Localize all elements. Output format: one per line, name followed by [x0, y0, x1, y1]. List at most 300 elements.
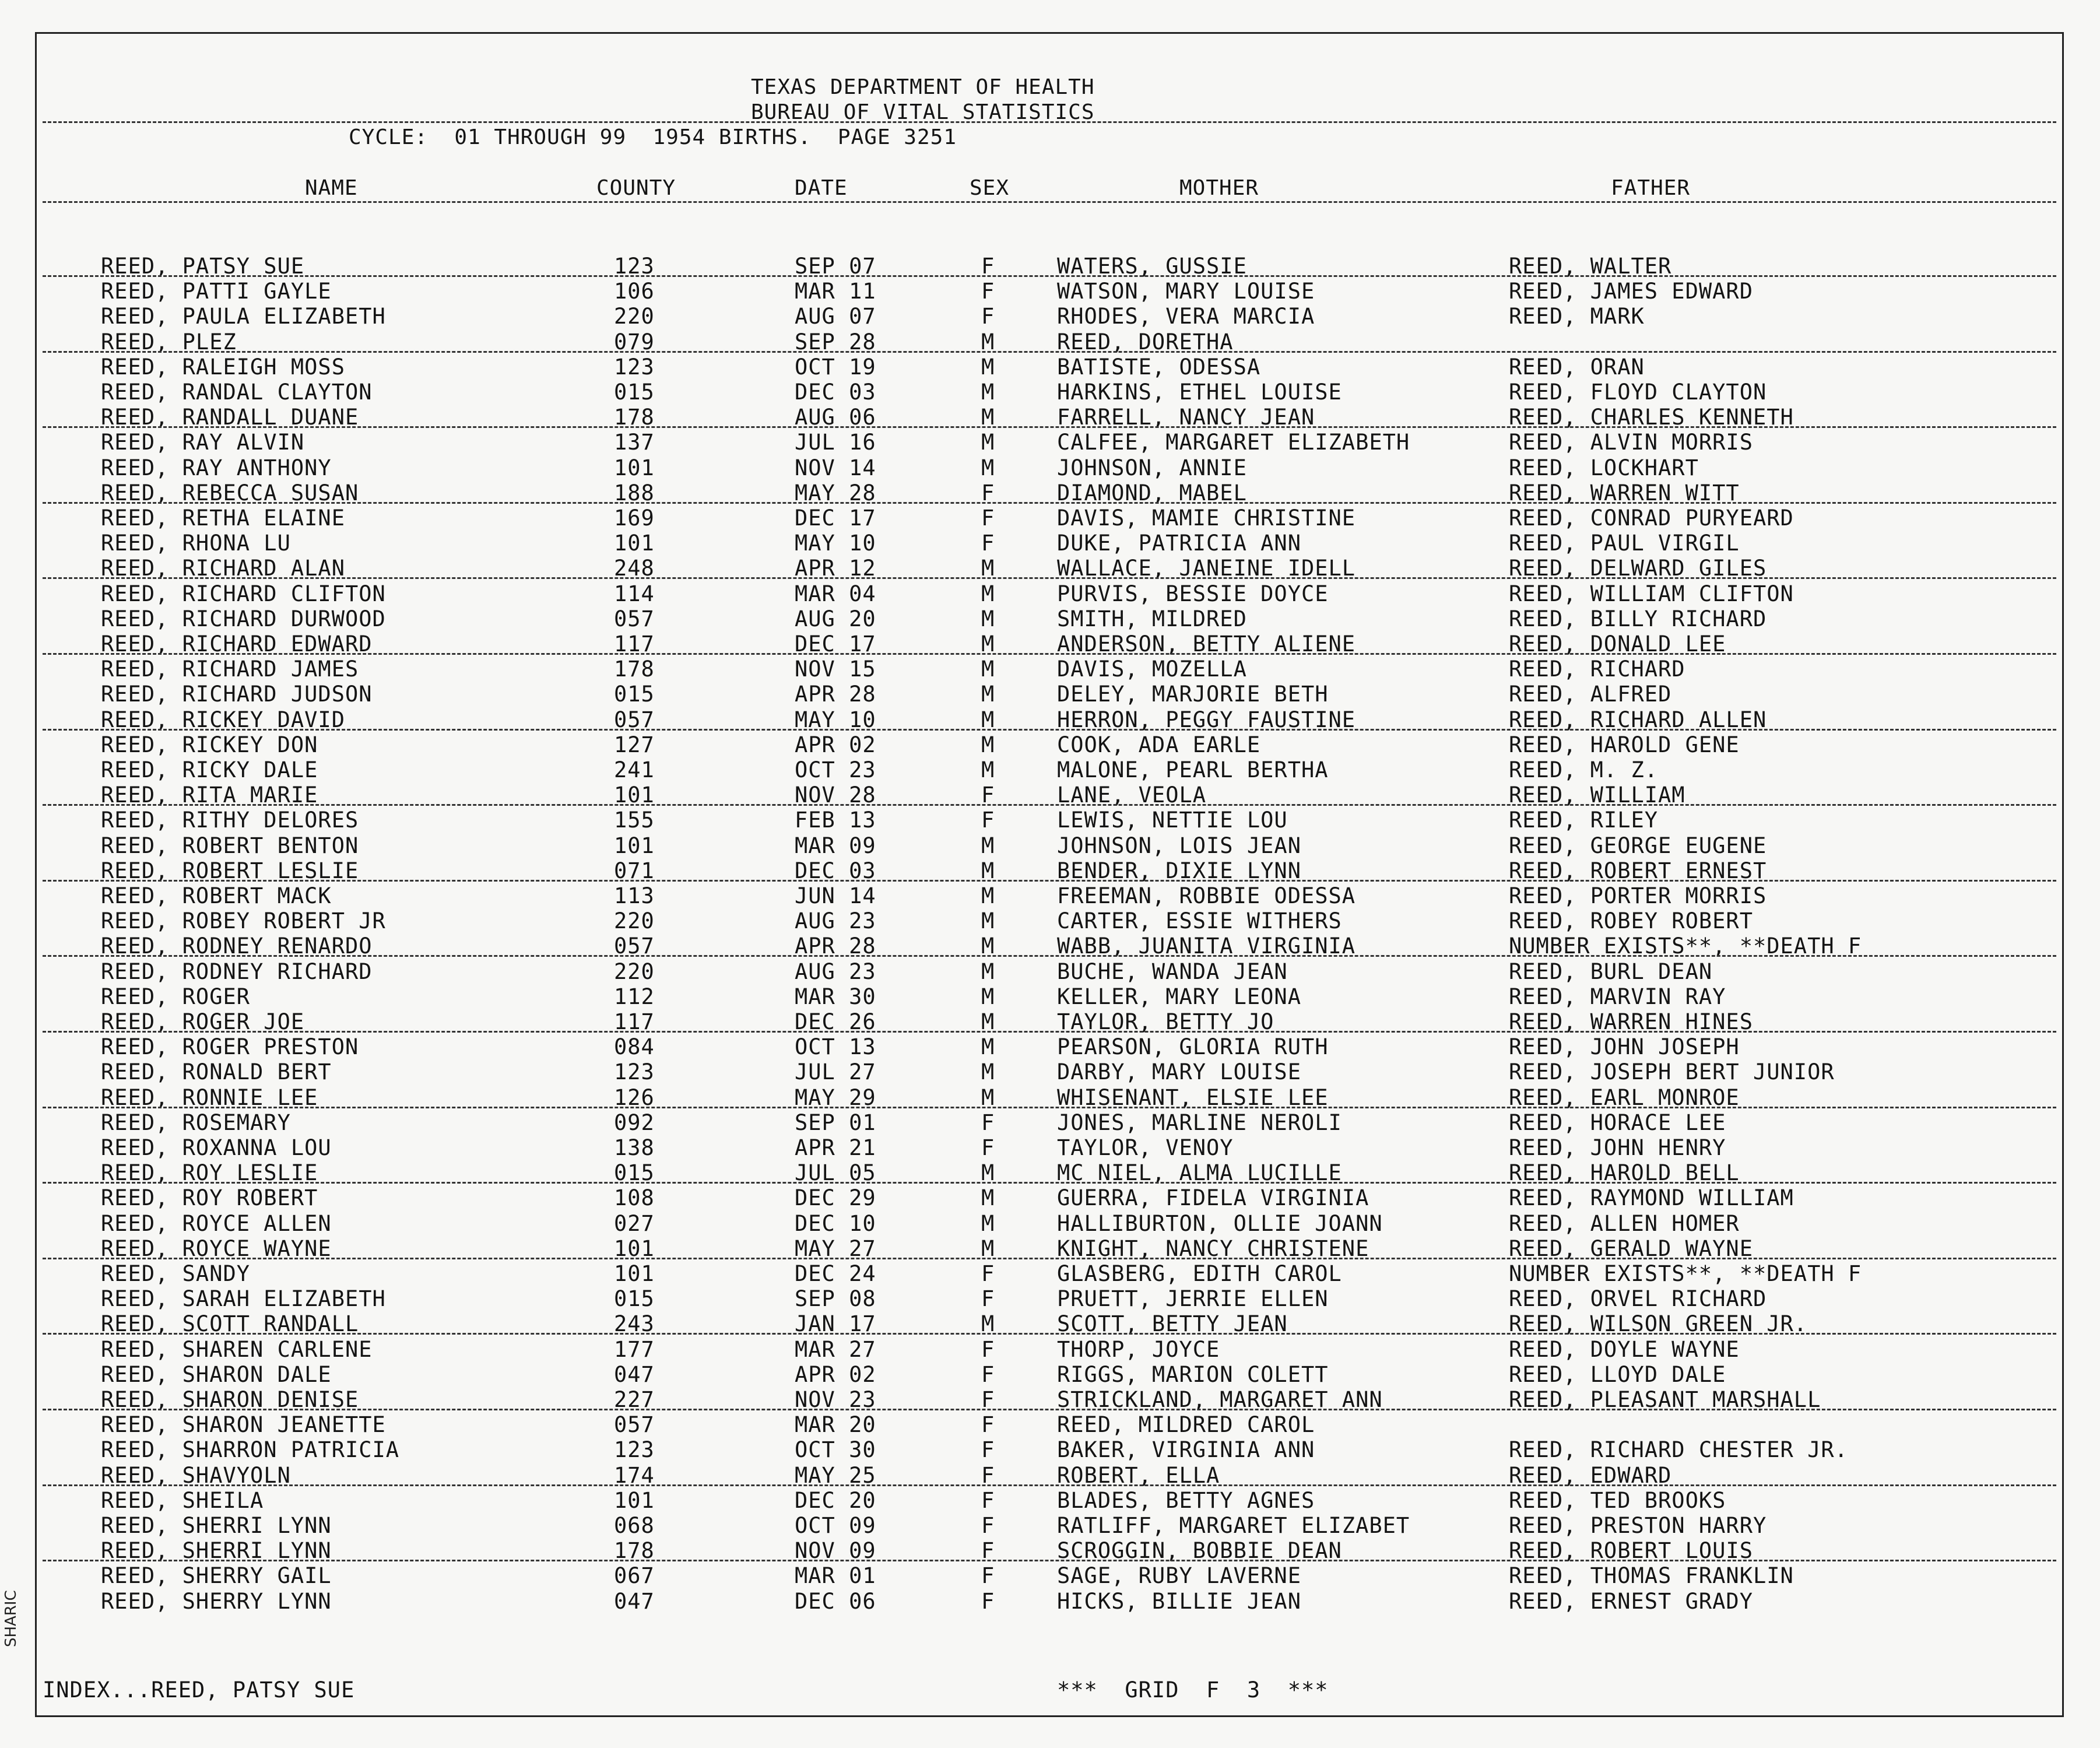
mother-cell: MALONE, PEARL BERTHA — [1057, 757, 1329, 782]
date-cell: AUG 07 — [795, 304, 876, 329]
date-cell: NOV 14 — [795, 455, 876, 480]
county-cell: 092 — [614, 1110, 655, 1135]
name-cell: REED, RICKEY DAVID — [101, 707, 345, 732]
mother-cell: DARBY, MARY LOUISE — [1057, 1059, 1301, 1085]
sex-cell: M — [981, 833, 995, 858]
table-row — [37, 1035, 2062, 1059]
name-cell: REED, RODNEY RICHARD — [101, 959, 373, 984]
mother-cell: SAGE, RUBY LAVERNE — [1057, 1563, 1301, 1589]
col-mother: MOTHER — [1179, 176, 1259, 200]
table-row — [37, 934, 2062, 959]
table-row — [37, 304, 2062, 329]
father-cell: REED, HAROLD GENE — [1509, 732, 1740, 757]
father-cell: REED, THOMAS FRANKLIN — [1509, 1563, 1794, 1589]
mother-cell: REED, DORETHA — [1057, 329, 1234, 354]
date-cell: DEC 29 — [795, 1185, 876, 1211]
father-cell: REED, BURL DEAN — [1509, 959, 1713, 984]
date-cell: SEP 01 — [795, 1110, 876, 1135]
father-cell: REED, ROBERT ERNEST — [1509, 858, 1767, 883]
sex-cell: F — [981, 1387, 995, 1412]
mother-cell: HICKS, BILLIE JEAN — [1057, 1588, 1301, 1614]
row-divider — [43, 1484, 2056, 1486]
father-cell: REED, ALLEN HOMER — [1509, 1210, 1740, 1236]
name-cell: REED, SHERRY GAIL — [101, 1563, 332, 1589]
father-cell: REED, RICHARD ALLEN — [1509, 707, 1767, 732]
table-row — [37, 1312, 2062, 1336]
county-cell: 057 — [614, 606, 655, 631]
sex-cell: F — [981, 531, 995, 556]
row-divider — [43, 1107, 2056, 1108]
mother-cell: BATISTE, ODESSA — [1057, 354, 1261, 380]
date-cell: JAN 17 — [795, 1311, 876, 1337]
row-divider — [43, 955, 2056, 957]
county-cell: 123 — [614, 354, 655, 380]
father-cell: REED, HAROLD BELL — [1509, 1160, 1740, 1186]
mother-cell: THORP, JOYCE — [1057, 1336, 1220, 1362]
name-cell: REED, RICHARD JAMES — [101, 657, 359, 682]
father-cell: REED, MARK — [1509, 304, 1645, 329]
name-cell: REED, REBECCA SUSAN — [101, 480, 359, 506]
date-cell: OCT 09 — [795, 1513, 876, 1538]
date-cell: OCT 23 — [795, 757, 876, 782]
name-cell: REED, SHERRI LYNN — [101, 1538, 332, 1564]
date-cell: DEC 20 — [795, 1487, 876, 1513]
divider — [43, 121, 2056, 123]
father-cell: REED, WARREN HINES — [1509, 1009, 1753, 1034]
mother-cell: DIAMOND, MABEL — [1057, 480, 1247, 506]
name-cell: REED, RAY ANTHONY — [101, 455, 332, 480]
date-cell: MAY 10 — [795, 707, 876, 732]
father-cell: REED, PRESTON HARRY — [1509, 1513, 1767, 1538]
date-cell: OCT 19 — [795, 354, 876, 380]
date-cell: NOV 23 — [795, 1387, 876, 1412]
father-cell: REED, ORVEL RICHARD — [1509, 1286, 1767, 1312]
sex-cell: M — [981, 858, 995, 883]
date-cell: DEC 24 — [795, 1261, 876, 1286]
sex-cell: M — [981, 908, 995, 934]
county-cell: 015 — [614, 380, 655, 405]
mother-cell: JONES, MARLINE NEROLI — [1057, 1110, 1342, 1135]
table-row — [37, 1589, 2062, 1614]
name-cell: REED, ROBEY ROBERT JR — [101, 908, 386, 934]
mother-cell: LANE, VEOLA — [1057, 782, 1207, 808]
agency-title: TEXAS DEPARTMENT OF HEALTH — [751, 75, 1095, 99]
row-divider — [43, 1258, 2056, 1259]
date-cell: NOV 09 — [795, 1538, 876, 1564]
county-cell: 138 — [614, 1135, 655, 1160]
name-cell: REED, ROGER PRESTON — [101, 1034, 359, 1060]
table-row — [37, 733, 2062, 757]
name-cell: REED, ROGER — [101, 984, 251, 1009]
table-row — [37, 884, 2062, 908]
name-cell: REED, ROY LESLIE — [101, 1160, 318, 1186]
row-divider — [43, 804, 2056, 806]
bureau-title: BUREAU OF VITAL STATISTICS — [751, 100, 1095, 124]
table-row — [37, 1186, 2062, 1210]
name-cell: REED, RICHARD EDWARD — [101, 631, 373, 657]
table-row — [37, 1564, 2062, 1588]
table-row — [37, 1060, 2062, 1084]
date-cell: MAR 20 — [795, 1412, 876, 1438]
county-cell: 101 — [614, 1487, 655, 1513]
table-row — [37, 960, 2062, 984]
mother-cell: GUERRA, FIDELA VIRGINIA — [1057, 1185, 1369, 1211]
county-cell: 057 — [614, 1412, 655, 1438]
county-cell: 101 — [614, 531, 655, 556]
father-cell: REED, BILLY RICHARD — [1509, 606, 1767, 631]
father-cell: REED, CONRAD PURYEARD — [1509, 506, 1794, 531]
father-cell: REED, WILLIAM — [1509, 782, 1685, 808]
sex-cell: F — [981, 279, 995, 304]
name-cell: REED, ROYCE ALLEN — [101, 1210, 332, 1236]
row-divider — [43, 653, 2056, 655]
date-cell: SEP 07 — [795, 254, 876, 279]
date-cell: MAR 01 — [795, 1563, 876, 1589]
father-cell: REED, DELWARD GILES — [1509, 556, 1767, 581]
name-cell: REED, SHERRY LYNN — [101, 1588, 332, 1614]
date-cell: DEC 17 — [795, 631, 876, 657]
father-cell: REED, CHARLES KENNETH — [1509, 405, 1794, 430]
row-divider — [43, 1409, 2056, 1410]
date-cell: OCT 30 — [795, 1437, 876, 1463]
county-cell: 112 — [614, 984, 655, 1009]
table-row — [37, 355, 2062, 380]
father-cell: REED, PORTER MORRIS — [1509, 883, 1767, 908]
county-cell: 068 — [614, 1513, 655, 1538]
sex-cell: M — [981, 1311, 995, 1337]
father-cell: REED, PLEASANT MARSHALL — [1509, 1387, 1821, 1412]
mother-cell: BENDER, DIXIE LYNN — [1057, 858, 1301, 883]
father-cell: REED, TED BROOKS — [1509, 1487, 1726, 1513]
mother-cell: PEARSON, GLORIA RUTH — [1057, 1034, 1329, 1060]
mother-cell: REED, MILDRED CAROL — [1057, 1412, 1315, 1438]
sex-cell: M — [981, 329, 995, 354]
county-cell: 113 — [614, 883, 655, 908]
name-cell: REED, SHAVYOLN — [101, 1462, 291, 1488]
mother-cell: WATERS, GUSSIE — [1057, 254, 1247, 279]
father-cell: REED, JOHN JOSEPH — [1509, 1034, 1740, 1060]
table-row — [37, 1136, 2062, 1160]
date-cell: APR 02 — [795, 1361, 876, 1387]
county-cell: 084 — [614, 1034, 655, 1060]
county-cell: 106 — [614, 279, 655, 304]
table-row — [37, 1212, 2062, 1236]
date-cell: MAR 11 — [795, 279, 876, 304]
mother-cell: WALLACE, JANEINE IDELL — [1057, 556, 1356, 581]
table-row — [37, 380, 2062, 405]
table-row — [37, 708, 2062, 732]
sex-cell: F — [981, 1563, 995, 1589]
name-cell: REED, RANDALL DUANE — [101, 405, 359, 430]
mother-cell: RIGGS, MARION COLETT — [1057, 1361, 1329, 1387]
father-cell: REED, RILEY — [1509, 808, 1659, 833]
county-cell: 220 — [614, 959, 655, 984]
table-row — [37, 1237, 2062, 1261]
father-cell: REED, DONALD LEE — [1509, 631, 1726, 657]
side-tag: SHARIC — [2, 1590, 20, 1647]
mother-cell: WHISENANT, ELSIE LEE — [1057, 1084, 1329, 1110]
sex-cell: M — [981, 757, 995, 782]
table-row — [37, 456, 2062, 480]
name-cell: REED, SANDY — [101, 1261, 251, 1286]
sex-cell: F — [981, 480, 995, 506]
mother-cell: JOHNSON, ANNIE — [1057, 455, 1247, 480]
table-row — [37, 1539, 2062, 1563]
sex-cell: M — [981, 707, 995, 732]
father-cell: REED, FLOYD CLAYTON — [1509, 380, 1767, 405]
father-cell: REED, DOYLE WAYNE — [1509, 1336, 1740, 1362]
sex-cell: F — [981, 1437, 995, 1463]
mother-cell: ANDERSON, BETTY ALIENE — [1057, 631, 1356, 657]
date-cell: JUL 27 — [795, 1059, 876, 1085]
father-cell: NUMBER EXISTS**, **DEATH F — [1509, 1261, 1862, 1286]
name-cell: REED, SHARON DENISE — [101, 1387, 359, 1412]
mother-cell: GLASBERG, EDITH CAROL — [1057, 1261, 1342, 1286]
father-cell: REED, LLOYD DALE — [1509, 1361, 1726, 1387]
sex-cell: M — [981, 657, 995, 682]
mother-cell: JOHNSON, LOIS JEAN — [1057, 833, 1301, 858]
sex-cell: M — [981, 1235, 995, 1261]
county-cell: 127 — [614, 732, 655, 757]
name-cell: REED, RICHARD CLIFTON — [101, 581, 386, 606]
mother-cell: RHODES, VERA MARCIA — [1057, 304, 1315, 329]
county-cell: 108 — [614, 1185, 655, 1211]
county-cell: 178 — [614, 405, 655, 430]
mother-cell: CARTER, ESSIE WITHERS — [1057, 908, 1342, 934]
sex-cell: M — [981, 354, 995, 380]
name-cell: REED, RICKY DALE — [101, 757, 318, 782]
date-cell: DEC 10 — [795, 1210, 876, 1236]
father-cell: REED, ERNEST GRADY — [1509, 1588, 1753, 1614]
name-cell: REED, ROBERT MACK — [101, 883, 332, 908]
sex-cell: M — [981, 732, 995, 757]
table-row — [37, 430, 2062, 455]
father-cell: REED, M. Z. — [1509, 757, 1659, 782]
mother-cell: STRICKLAND, MARGARET ANN — [1057, 1387, 1383, 1412]
county-cell: 117 — [614, 1009, 655, 1034]
name-cell: REED, RONNIE LEE — [101, 1084, 318, 1110]
name-cell: REED, PATTI GAYLE — [101, 279, 332, 304]
sex-cell: F — [981, 1361, 995, 1387]
table-row — [37, 909, 2062, 933]
county-cell: 227 — [614, 1387, 655, 1412]
county-cell: 123 — [614, 1437, 655, 1463]
name-cell: REED, SHARON JEANETTE — [101, 1412, 386, 1438]
sex-cell: M — [981, 430, 995, 455]
mother-cell: WABB, JUANITA VIRGINIA — [1057, 933, 1356, 959]
table-row — [37, 481, 2062, 506]
county-cell: 067 — [614, 1563, 655, 1589]
sex-cell: F — [981, 1538, 995, 1564]
sex-cell: M — [981, 405, 995, 430]
table-row — [37, 1438, 2062, 1462]
county-cell: 027 — [614, 1210, 655, 1236]
date-cell: AUG 20 — [795, 606, 876, 631]
date-cell: APR 21 — [795, 1135, 876, 1160]
county-cell: 117 — [614, 631, 655, 657]
father-cell: REED, JOSEPH BERT JUNIOR — [1509, 1059, 1835, 1085]
sex-cell: F — [981, 782, 995, 808]
mother-cell: WATSON, MARY LOUISE — [1057, 279, 1315, 304]
mother-cell: LEWIS, NETTIE LOU — [1057, 808, 1288, 833]
name-cell: REED, RICHARD JUDSON — [101, 682, 373, 707]
mother-cell: RATLIFF, MARGARET ELIZABET — [1057, 1513, 1410, 1538]
sex-cell: M — [981, 1009, 995, 1034]
mother-cell: DUKE, PATRICIA ANN — [1057, 531, 1301, 556]
table-row — [37, 1413, 2062, 1437]
name-cell: REED, RETHA ELAINE — [101, 506, 345, 531]
sex-cell: F — [981, 1286, 995, 1312]
county-cell: 015 — [614, 682, 655, 707]
sex-cell: M — [981, 1059, 995, 1085]
mother-cell: SCOTT, BETTY JEAN — [1057, 1311, 1288, 1337]
date-cell: DEC 03 — [795, 380, 876, 405]
father-cell: REED, ROBEY ROBERT — [1509, 908, 1753, 934]
county-cell: 114 — [614, 581, 655, 606]
mother-cell: DAVIS, MAMIE CHRISTINE — [1057, 506, 1356, 531]
mother-cell: BUCHE, WANDA JEAN — [1057, 959, 1288, 984]
name-cell: REED, RICHARD DURWOOD — [101, 606, 386, 631]
name-cell: REED, SHERRI LYNN — [101, 1513, 332, 1538]
date-cell: DEC 06 — [795, 1588, 876, 1614]
name-cell: REED, PLEZ — [101, 329, 237, 354]
date-cell: AUG 06 — [795, 405, 876, 430]
row-divider — [43, 426, 2056, 428]
name-cell: REED, RANDAL CLAYTON — [101, 380, 373, 405]
father-cell: REED, ORAN — [1509, 354, 1645, 380]
county-cell: 057 — [614, 933, 655, 959]
sex-cell: M — [981, 959, 995, 984]
table-row — [37, 1086, 2062, 1110]
col-sex: SEX — [970, 176, 1010, 200]
name-cell: REED, SHAREN CARLENE — [101, 1336, 373, 1362]
table-row — [37, 582, 2062, 606]
county-cell: 174 — [614, 1462, 655, 1488]
table-row — [37, 1111, 2062, 1135]
date-cell: SEP 08 — [795, 1286, 876, 1312]
county-cell: 047 — [614, 1588, 655, 1614]
name-cell: REED, ROBERT BENTON — [101, 833, 359, 858]
county-cell: 101 — [614, 833, 655, 858]
name-cell: REED, ROBERT LESLIE — [101, 858, 359, 883]
father-cell: REED, MARVIN RAY — [1509, 984, 1726, 1009]
table-row — [37, 405, 2062, 430]
county-cell: 071 — [614, 858, 655, 883]
col-county: COUNTY — [596, 176, 676, 200]
table-row — [37, 834, 2062, 858]
sex-cell: F — [981, 808, 995, 833]
name-cell: REED, ROY ROBERT — [101, 1185, 318, 1211]
county-cell: 101 — [614, 1235, 655, 1261]
row-divider — [43, 275, 2056, 277]
date-cell: SEP 28 — [795, 329, 876, 354]
father-cell: REED, ALVIN MORRIS — [1509, 430, 1753, 455]
mother-cell: HARKINS, ETHEL LOUISE — [1057, 380, 1342, 405]
father-cell: REED, WILSON GREEN JR. — [1509, 1311, 1808, 1337]
table-row — [37, 556, 2062, 581]
table-row — [37, 859, 2062, 883]
table-row — [37, 607, 2062, 631]
date-cell: DEC 03 — [795, 858, 876, 883]
sex-cell: M — [981, 1084, 995, 1110]
mother-cell: KELLER, MARY LEONA — [1057, 984, 1301, 1009]
table-row — [37, 1514, 2062, 1538]
date-cell: MAY 25 — [795, 1462, 876, 1488]
grid-footer: *** GRID F 3 *** — [1057, 1677, 1329, 1703]
date-cell: FEB 13 — [795, 808, 876, 833]
date-cell: JUN 14 — [795, 883, 876, 908]
date-cell: AUG 23 — [795, 959, 876, 984]
name-cell: REED, SHARRON PATRICIA — [101, 1437, 400, 1463]
date-cell: NOV 28 — [795, 782, 876, 808]
father-cell: REED, ALFRED — [1509, 682, 1672, 707]
county-cell: 057 — [614, 707, 655, 732]
county-cell: 015 — [614, 1160, 655, 1186]
date-cell: MAY 29 — [795, 1084, 876, 1110]
county-cell: 123 — [614, 254, 655, 279]
row-divider — [43, 351, 2056, 353]
name-cell: REED, RICHARD ALAN — [101, 556, 345, 581]
row-divider — [43, 1182, 2056, 1184]
name-cell: REED, ROXANNA LOU — [101, 1135, 332, 1160]
father-cell: REED, EDWARD — [1509, 1462, 1672, 1488]
table-row — [37, 1010, 2062, 1034]
county-cell: 079 — [614, 329, 655, 354]
father-cell: REED, PAUL VIRGIL — [1509, 531, 1740, 556]
county-cell: 047 — [614, 1361, 655, 1387]
sex-cell: F — [981, 1513, 995, 1538]
county-cell: 169 — [614, 506, 655, 531]
name-cell: REED, RALEIGH MOSS — [101, 354, 345, 380]
sex-cell: F — [981, 1462, 995, 1488]
col-father: FATHER — [1611, 176, 1691, 200]
mother-cell: CALFEE, MARGARET ELIZABETH — [1057, 430, 1410, 455]
name-cell: REED, PATSY SUE — [101, 254, 305, 279]
county-cell: 243 — [614, 1311, 655, 1337]
name-cell: REED, SARAH ELIZABETH — [101, 1286, 386, 1312]
table-row — [37, 1161, 2062, 1185]
table-row — [37, 758, 2062, 782]
col-name: NAME — [305, 176, 358, 200]
sex-cell: F — [981, 304, 995, 329]
father-cell: REED, WARREN WITT — [1509, 480, 1740, 506]
father-cell: REED, RICHARD CHESTER JR. — [1509, 1437, 1848, 1463]
father-cell: REED, RAYMOND WILLIAM — [1509, 1185, 1794, 1211]
name-cell: REED, SHEILA — [101, 1487, 264, 1513]
name-cell: REED, SHARON DALE — [101, 1361, 332, 1387]
name-cell: REED, RHONA LU — [101, 531, 291, 556]
name-cell: REED, RAY ALVIN — [101, 430, 305, 455]
name-cell: REED, PAULA ELIZABETH — [101, 304, 386, 329]
name-cell: REED, RONALD BERT — [101, 1059, 332, 1085]
table-row — [37, 330, 2062, 354]
sex-cell: M — [981, 606, 995, 631]
mother-cell: HERRON, PEGGY FAUSTINE — [1057, 707, 1356, 732]
mother-cell: ROBERT, ELLA — [1057, 1462, 1220, 1488]
mother-cell: HALLIBURTON, OLLIE JOANN — [1057, 1210, 1383, 1236]
sex-cell: M — [981, 682, 995, 707]
date-cell: MAY 10 — [795, 531, 876, 556]
sex-cell: M — [981, 1160, 995, 1186]
table-row — [37, 254, 2062, 279]
table-row — [37, 279, 2062, 304]
county-cell: 220 — [614, 908, 655, 934]
date-cell: APR 28 — [795, 682, 876, 707]
date-cell: MAR 09 — [795, 833, 876, 858]
sex-cell: F — [981, 1412, 995, 1438]
table-row — [37, 808, 2062, 833]
table-row — [37, 531, 2062, 556]
